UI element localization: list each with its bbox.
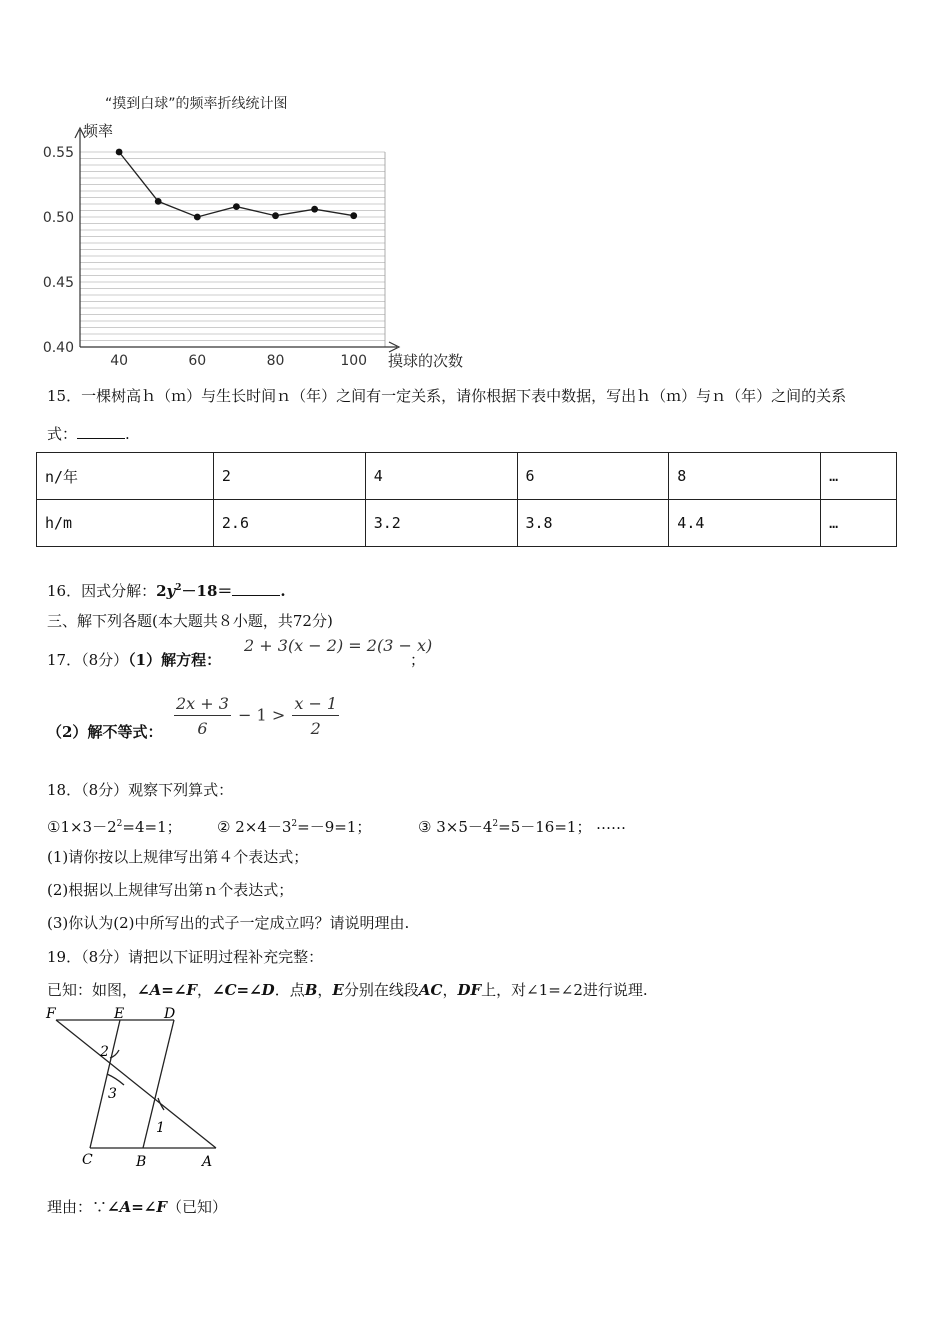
table-cell: … [821,500,897,547]
q18-sub1: (1)请你按以上规律写出第４个表达式； [47,848,309,866]
chart-x-ticks [110,353,367,369]
point-label-A: A [202,1154,213,1170]
q17-part2-text: 解不等式： [87,723,163,741]
data-point [233,203,240,210]
chart-ylabel: 频率 [83,122,114,140]
y-tick-label: 0.40 [42,340,74,356]
q15-prefix: 式： [47,425,78,443]
chart-axes [75,128,399,352]
data-point [350,212,357,219]
table-cell: 3.2 [365,500,517,547]
q18-example-1: $①1\times 3-2^2=4=1$； [47,818,182,836]
section-3-heading: 三、解下列各题(本大题共８小题，共72分) [47,612,333,630]
data-point [272,212,279,219]
q18-example-3: ③ $3\times 5-4^2=5-16=1$； [418,818,592,836]
table-cell: 2.6 [213,500,365,547]
angle-arc-3 [107,1074,124,1085]
q17-label: 17．（8分） [47,651,129,669]
data-point [194,214,201,221]
q17-part1-text: 解方程： [161,651,222,669]
frequency-line-chart [30,92,490,376]
q17-fraction-right: $\frac{x - 1}{2}$ [294,694,338,738]
q17-part2-label: （2） [47,723,88,741]
q16-suffix: . [280,582,286,600]
point-label-E: E [114,1006,125,1022]
q16 [47,578,286,601]
q19-label: 19．（8分）请把以下证明过程补充完整： [47,948,324,966]
angle-arc-2 [110,1050,119,1058]
x-tick-label: 100 [340,353,368,369]
q16-answer-blank[interactable] [232,581,280,596]
table-cell: 4 [365,453,517,500]
angle-label-3: 3 [108,1086,117,1102]
q18-example-2: ② $2\times 4-3^2=-9=1$； [217,818,372,836]
data-point [155,198,162,205]
table-row [37,453,897,500]
point-label-F: F [46,1006,56,1022]
q19-reason: 理由：∵∠A=∠F（已知） [47,1198,228,1216]
segment-FA [56,1020,216,1148]
q16-prefix: 16．因式分解： [47,582,157,600]
data-point [311,206,318,213]
angle-arc-1 [158,1098,164,1110]
x-tick-label: 80 [266,353,285,369]
x-tick-label: 60 [188,353,207,369]
table-row [37,500,897,547]
q17-part2 [47,722,162,742]
q17-part1-label: （1） [128,651,162,669]
table-cell: 8 [669,453,821,500]
q17-equation: 2 + 3(x − 2) = 2(3 − x) [244,636,433,655]
y-tick-label: 0.55 [42,145,74,161]
chart-grid [80,152,385,347]
q15-answer-blank[interactable] [77,424,125,439]
angle-label-2: 2 [100,1044,109,1060]
q15-line1: 15．一棵树高ｈ（ｍ）与生长时间ｎ（年）之间有一定关系，请你根据下表中数据，写出ｈ（ｍ）与ｎ（年）之间的关系 [47,387,847,405]
table-cell: h/m [37,500,214,547]
q17-inequality: $\frac{2x + 3}{6}$ − 1 > $\frac{x - 1}{2}$ [176,694,338,738]
table-cell: 2 [213,453,365,500]
angle-label-1: 1 [156,1120,165,1136]
q15-suffix: . [125,425,130,443]
q19-given: 已知：如图，∠A=∠F，∠C=∠D．点B，E分别在线段AC，DF上，对∠1=∠2进行说理. [47,981,648,999]
q17-part1 [47,650,221,670]
q15-data-table [36,452,897,547]
geometry-figure [40,1006,230,1172]
table-cell: n/年 [37,453,214,500]
point-label-C: C [82,1152,93,1168]
q15-line2 [47,424,130,444]
q18-sub3: (3)你认为(2)中所写出的式子一定成立吗？请说明理由. [47,914,410,932]
data-point [116,149,123,156]
y-tick-label: 0.45 [42,275,74,291]
x-tick-label: 40 [110,353,129,369]
y-tick-label: 0.50 [42,210,74,226]
table-cell: 6 [517,453,669,500]
chart-title: “摸到白球”的频率折线统计图 [105,96,288,112]
point-label-B: B [136,1154,147,1170]
chart-xlabel: 摸球的次数 [388,352,464,370]
table-cell: 4.4 [669,500,821,547]
q16-expression: $2y^2-18=$ [156,582,233,600]
chart-y-ticks [43,145,74,356]
q17-part1-end: ； [410,651,426,669]
q18-ellipsis: …… [596,815,626,833]
point-label-D: D [164,1006,176,1022]
q17-fraction-left: $\frac{2x + 3}{6}$ [176,694,229,738]
table-cell: 3.8 [517,500,669,547]
table-cell: … [821,453,897,500]
q18-label: 18．（8分）观察下列算式： [47,781,234,799]
q18-sub2: (2)根据以上规律写出第ｎ个表达式； [47,881,294,899]
segment-EC [90,1020,120,1148]
